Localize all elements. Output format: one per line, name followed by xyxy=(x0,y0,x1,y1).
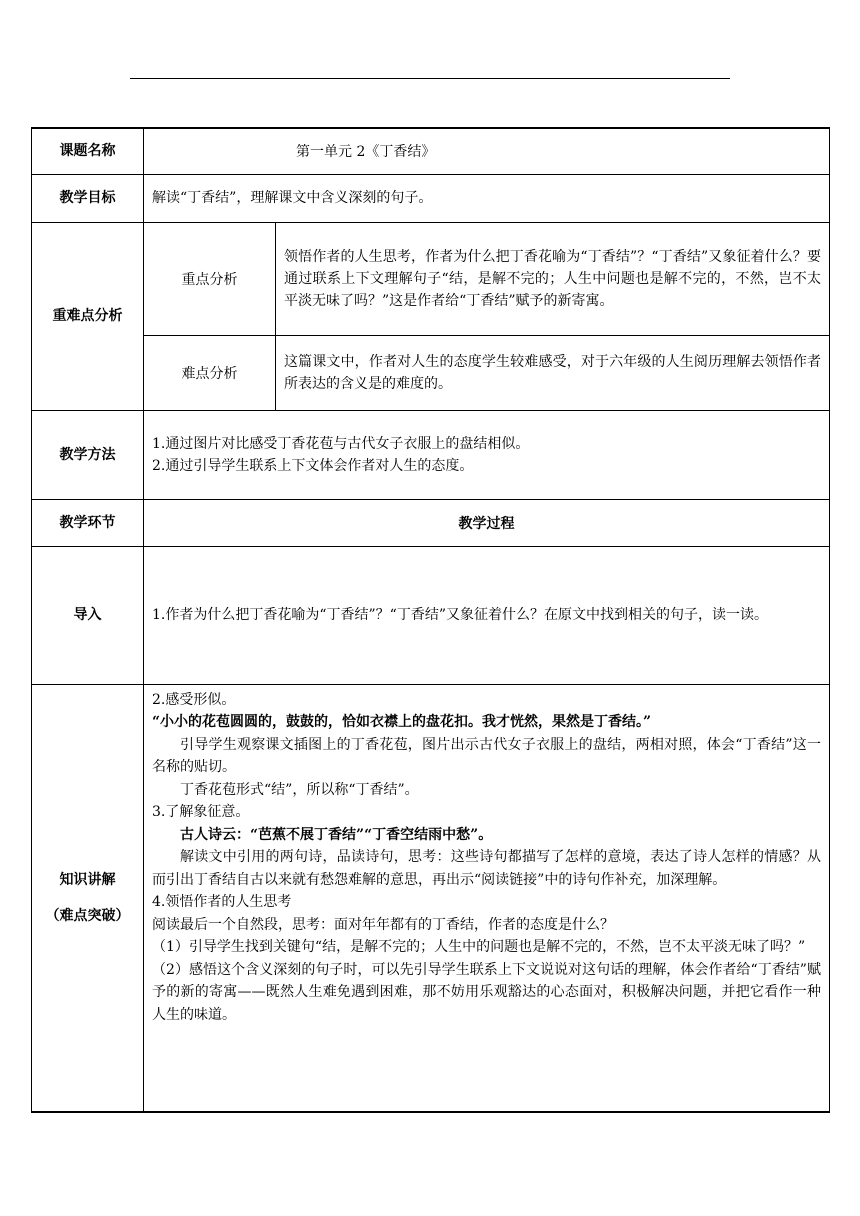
header-rule xyxy=(130,78,730,79)
method-value xyxy=(144,410,830,499)
knowledge-sublabel: （难点突破） xyxy=(45,907,130,924)
process-header: 教学过程 xyxy=(144,499,830,546)
intro-label: 导入 xyxy=(32,546,144,684)
row-title xyxy=(32,128,830,174)
row-goal xyxy=(32,174,830,222)
goal-label: 教学目标 xyxy=(32,174,144,222)
title-label: 课题名称 xyxy=(32,128,144,174)
knowledge-line: 阅读最后一个自然段，思考：面对年年都有的丁香结，作者的态度是什么？ xyxy=(152,916,614,933)
knowledge-line: （2）感悟这个含义深刻的句子时，可以先引导学生联系上下文说说对这句话的理解，体会作者给“丁香结”赋予的新的寄寓——既然人生难免遇到困难，那不妨用乐观豁达的心态面对，积极解决问题，并把它看作一种人生的味道。 xyxy=(152,961,822,1023)
key-analysis-label: 重点分析 xyxy=(144,222,276,335)
intro-value: 1.作者为什么把丁香花喻为“丁香结”？“丁香结”又象征着什么？在原文中找到相关的句子，读一读。 xyxy=(144,546,830,684)
row-method xyxy=(32,410,830,499)
knowledge-line: 丁香花苞形式“结”，所以称“丁香结”。 xyxy=(180,781,419,798)
lesson-plan-table xyxy=(31,127,830,1113)
knowledge-line: （1）引导学生找到关键句“结，是解不完的；人生中的问题也是解不完的，不然，岂不太平淡无味了吗？” xyxy=(152,939,806,955)
difficult-analysis-label: 难点分析 xyxy=(144,335,276,410)
knowledge-line: 解读文中引用的两句诗，品读诗句，思考：这些诗句都描写了怎样的意境，表达了诗人怎样的情感？从而引出丁香结自古以来就有愁怨难解的意思，再出示“阅读链接”中的诗句作补充，加深理解。 xyxy=(152,849,822,888)
knowledge-line: 3.了解象征意。 xyxy=(152,804,250,820)
row-intro xyxy=(32,546,830,684)
knowledge-poem: 古人诗云：“芭蕉不展丁香结”“丁香空结雨中愁”。 xyxy=(180,826,493,843)
stage-header: 教学环节 xyxy=(32,499,144,546)
knowledge-value xyxy=(144,684,830,1112)
knowledge-quote: “小小的花苞圆圆的，鼓鼓的，恰如衣襟上的盘花扣。我才恍然，果然是丁香结。” xyxy=(152,714,652,730)
row-knowledge xyxy=(32,684,830,1112)
goal-value: 解读“丁香结”，理解课文中含义深刻的句子。 xyxy=(144,174,830,222)
difficult-analysis-value: 这篇课文中，作者对人生的态度学生较难感受，对于六年级的人生阅历理解去领悟作者所表达的含义是的难度的。 xyxy=(276,335,830,410)
analysis-label: 重难点分析 xyxy=(32,222,144,410)
key-analysis-value: 领悟作者的人生思考，作者为什么把丁香花喻为“丁香结”？“丁香结”又象征着什么？要通过联系上下文理解句子“结，是解不完的；人生中问题也是解不完的，不然，岂不太平淡无味了吗？”这是作者给“丁香结”赋予的新寄寓。 xyxy=(276,222,830,335)
row-key-analysis xyxy=(32,222,830,335)
title-value: 第一单元 2《丁香结》 xyxy=(144,128,830,174)
method-item: 2.通过引导学生联系上下文体会作者对人生的态度。 xyxy=(152,457,474,474)
knowledge-label: 知识讲解 xyxy=(59,871,116,888)
knowledge-line: 2.感受形似。 xyxy=(152,691,236,708)
method-item: 1.通过图片对比感受丁香花苞与古代女子衣服上的盘结相似。 xyxy=(152,435,530,452)
knowledge-label-cell xyxy=(32,684,144,1112)
method-label: 教学方法 xyxy=(32,410,144,499)
row-difficult-analysis xyxy=(32,335,830,410)
knowledge-line: 4.领悟作者的人生思考 xyxy=(152,894,292,910)
row-header xyxy=(32,499,830,546)
knowledge-line: 引导学生观察课文插图上的丁香花苞，图片出示古代女子衣服上的盘结，两相对照，体会“丁香结”这一名称的贴切。 xyxy=(152,736,822,775)
